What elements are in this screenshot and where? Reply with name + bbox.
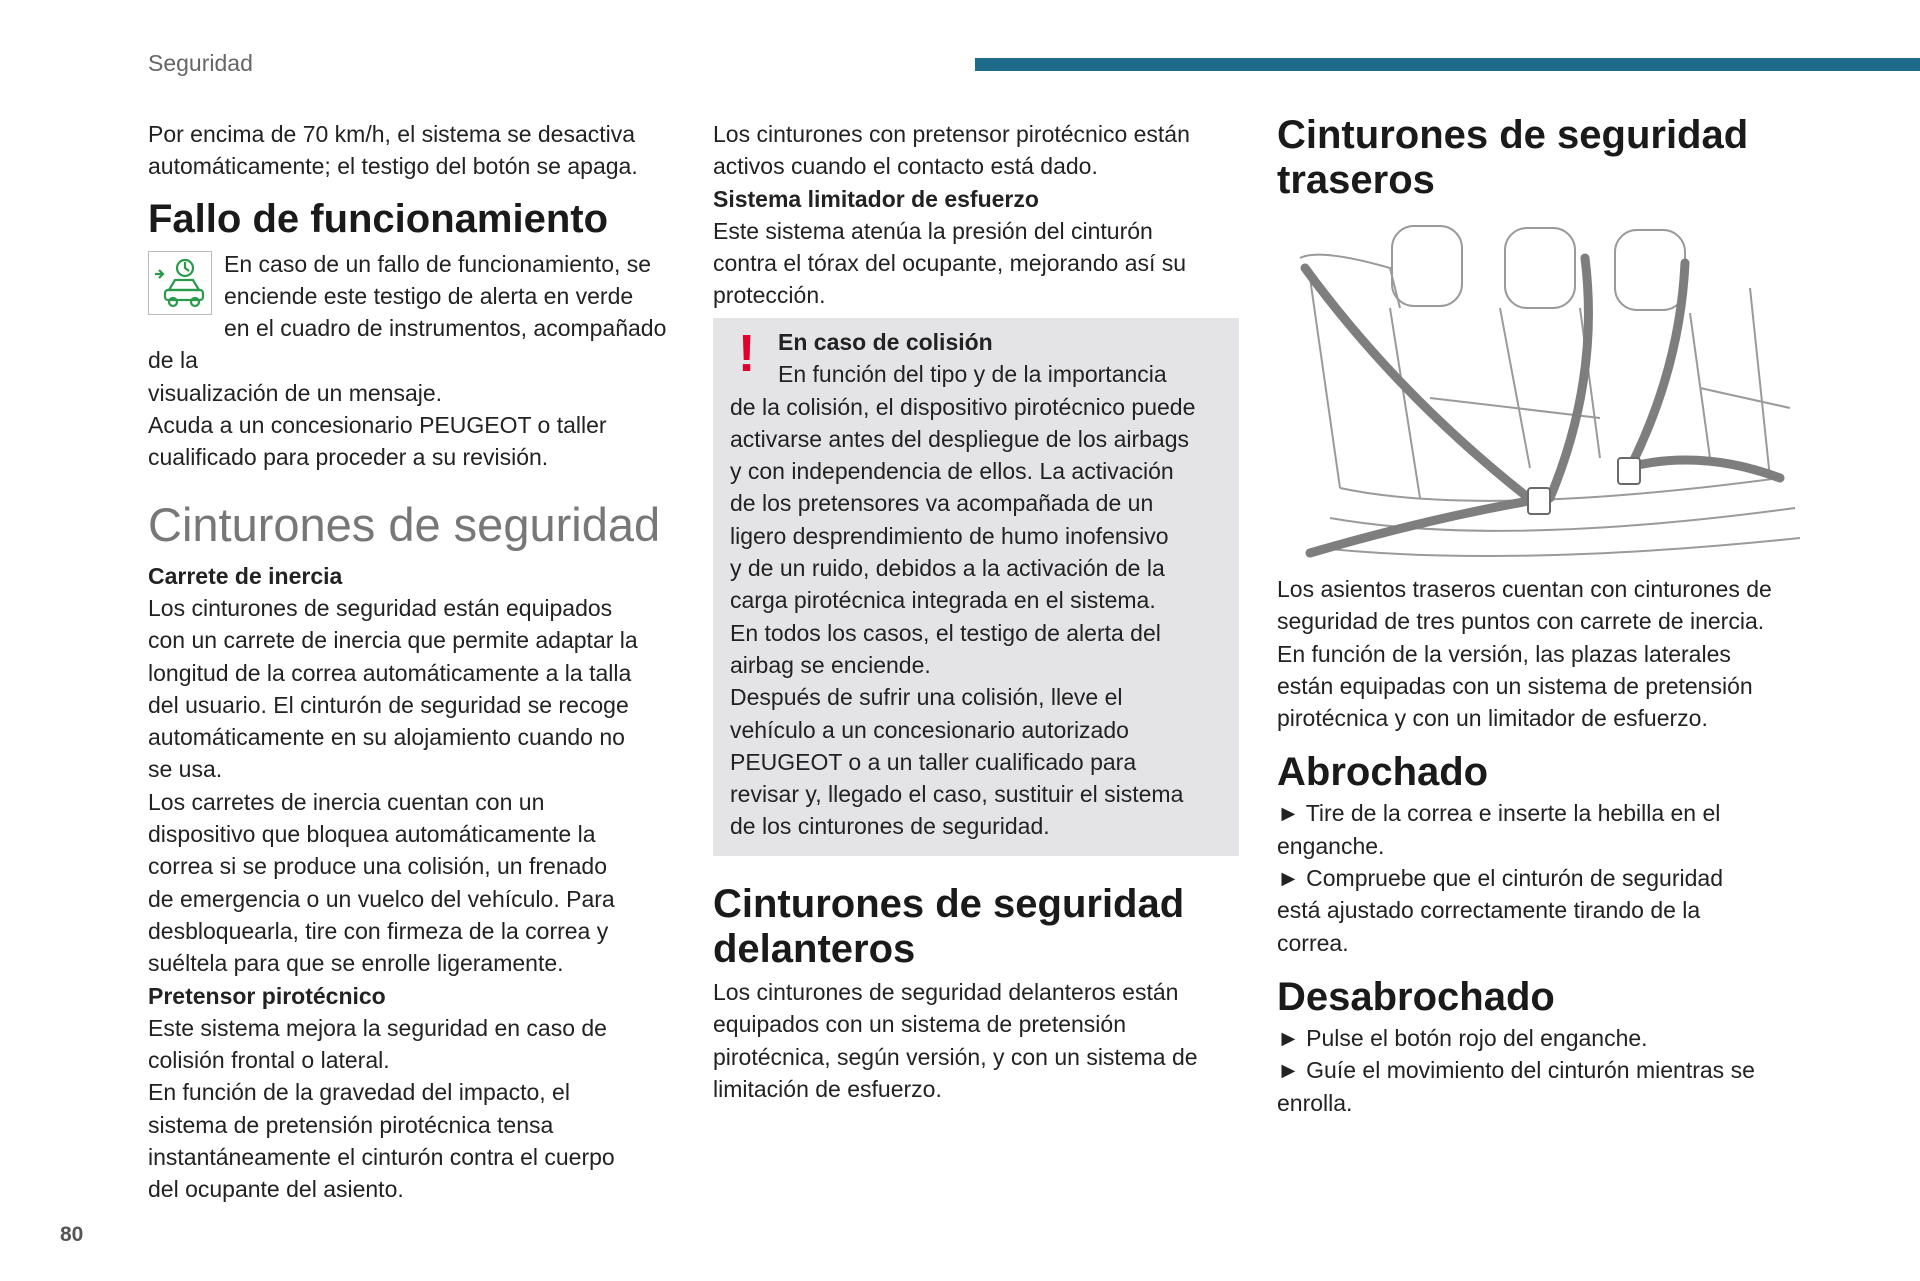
rear-line: están equipadas con un sistema de pretensión xyxy=(1277,672,1753,699)
inertia-line: automáticamente en su alojamiento cuando no xyxy=(148,724,625,751)
pretensioner-line: En función de la gravedad del impacto, el xyxy=(148,1079,570,1106)
callout-line: de la colisión, el dispositivo pirotécnico puede xyxy=(730,393,1196,420)
column-1 xyxy=(148,118,688,1206)
pretensioner-line: del ocupante del asiento. xyxy=(148,1176,404,1203)
inertia-line: correa si se produce una colisión, un frenado xyxy=(148,853,608,880)
callout-line: revisar y, llegado el caso, sustituir el sistema xyxy=(730,781,1184,808)
header-accent-bar xyxy=(975,58,1920,71)
pretensioner-line: colisión frontal o lateral. xyxy=(148,1047,390,1074)
intro-line: automáticamente; el testigo del botón se apaga. xyxy=(148,153,638,180)
callout-line: vehículo a un concesionario autorizado xyxy=(730,716,1129,743)
fasten-line: ► Compruebe que el cinturón de seguridad xyxy=(1277,865,1723,892)
warning-exclamation-icon: ! xyxy=(738,325,756,383)
callout-line: de los pretensores va acompañada de un xyxy=(730,490,1154,517)
callout-line: ligero desprendimiento de humo inofensivo xyxy=(730,522,1169,549)
front-heading-line: Cinturones de seguridad xyxy=(713,882,1185,926)
front-heading-line: delanteros xyxy=(713,927,916,971)
callout-line: En todos los casos, el testigo de alerta del xyxy=(730,619,1161,646)
intro-line: Por encima de 70 km/h, el sistema se desactiva xyxy=(148,121,636,147)
collision-warning-callout xyxy=(713,318,1239,856)
rear-line: Los asientos traseros cuentan con cinturones de xyxy=(1277,576,1772,602)
limiter-line: Este sistema atenúa la presión del cinturón xyxy=(713,217,1153,244)
callout-line: carga pirotécnica integrada en el sistema. xyxy=(730,587,1156,614)
rear-line: pirotécnica y con un limitador de esfuerzo. xyxy=(1277,705,1708,732)
fasten-heading: Abrochado xyxy=(1277,750,1489,795)
column-3 xyxy=(1277,573,1817,1119)
fault-line: cualificado para proceder a su revisión. xyxy=(148,444,549,471)
fault-line: Acuda a un concesionario PEUGEOT o taller xyxy=(148,412,607,439)
unfasten-heading: Desabrochado xyxy=(1277,974,1555,1019)
fasten-line: enganche. xyxy=(1277,832,1385,859)
unfasten-line: ► Guíe el movimiento del cinturón mientras se xyxy=(1277,1057,1755,1084)
section-label: Seguridad xyxy=(148,50,253,76)
unfasten-line: enrolla. xyxy=(1277,1089,1353,1116)
fasten-line: está ajustado correctamente tirando de la xyxy=(1277,897,1701,924)
pretensioner-line: sistema de pretensión pirotécnica tensa xyxy=(148,1111,554,1138)
rear-heading-block xyxy=(1277,113,1817,203)
inertia-line: suéltela para que se enrolle ligeramente. xyxy=(148,950,564,977)
intro-line: activos cuando el contacto está dado. xyxy=(713,153,1098,180)
inertia-line: dispositivo que bloquea automáticamente la xyxy=(148,821,596,848)
fault-line: visualización de un mensaje. xyxy=(148,379,443,406)
pretensioner-line: Este sistema mejora la seguridad en caso de xyxy=(148,1014,607,1041)
limiter-line: protección. xyxy=(713,282,826,309)
callout-title: En caso de colisión xyxy=(778,329,993,355)
fault-line: en el cuadro de instrumentos, acompañado de la xyxy=(148,315,667,374)
inertia-line: de emergencia o un vuelco del vehículo. Para xyxy=(148,885,615,912)
inertia-line: con un carrete de inercia que permite adaptar la xyxy=(148,627,638,654)
callout-line: y de un ruido, debidos a la activación de la xyxy=(730,555,1165,582)
fault-heading: Fallo de funcionamiento xyxy=(148,196,609,241)
rear-seat-belts-illustration xyxy=(1280,218,1805,568)
rear-line: seguridad de tres puntos con carrete de inercia. xyxy=(1277,608,1765,635)
fault-line: En caso de un fallo de funcionamiento, se xyxy=(224,250,652,277)
pretensioner-subheading: Pretensor pirotécnico xyxy=(148,982,386,1009)
rear-heading-line: Cinturones de seguridad xyxy=(1277,113,1749,157)
fasten-line: correa. xyxy=(1277,929,1349,956)
callout-line: airbag se enciende. xyxy=(730,651,931,678)
inertia-line: Los carretes de inercia cuentan con un xyxy=(148,788,545,815)
front-line: Los cinturones de seguridad delanteros están xyxy=(713,979,1179,1005)
limiter-subheading: Sistema limitador de esfuerzo xyxy=(713,185,1039,212)
inertia-line: longitud de la correa automáticamente a la talla xyxy=(148,659,632,686)
callout-line: En función del tipo y de la importancia xyxy=(778,361,1167,388)
front-line: pirotécnica, según versión, y con un sistema de xyxy=(713,1043,1198,1070)
callout-line: de los cinturones de seguridad. xyxy=(730,813,1050,840)
fault-line: enciende este testigo de alerta en verde xyxy=(224,282,634,309)
callout-line: activarse antes del despliegue de los airbags xyxy=(730,425,1190,452)
rear-heading-line: traseros xyxy=(1277,158,1435,202)
callout-line: PEUGEOT o a un taller cualificado para xyxy=(730,748,1137,775)
inertia-line: se usa. xyxy=(148,756,223,783)
intro-line: Los cinturones con pretensor pirotécnico están xyxy=(713,121,1190,147)
limiter-line: contra el tórax del ocupante, mejorando así su xyxy=(713,250,1187,277)
inertia-line: desbloquearla, tire con firmeza de la correa y xyxy=(148,917,609,944)
fasten-line: ► Tire de la correa e inserte la hebilla en el xyxy=(1277,800,1721,827)
front-line: equipados con un sistema de pretensión xyxy=(713,1011,1127,1038)
callout-line: Después de sufrir una colisión, lleve el xyxy=(730,684,1123,711)
page-number: 80 xyxy=(60,1223,84,1246)
seatbelt-car-warning-icon xyxy=(148,251,212,315)
inertia-line: del usuario. El cinturón de seguridad se recoge xyxy=(148,691,629,718)
seatbelts-heading: Cinturones de seguridad xyxy=(148,497,661,551)
front-line: limitación de esfuerzo. xyxy=(713,1075,942,1102)
inertia-line: Los cinturones de seguridad están equipados xyxy=(148,594,613,621)
front-belts-section xyxy=(713,882,1239,1105)
column-2 xyxy=(713,118,1239,312)
pretensioner-line: instantáneamente el cinturón contra el cuerpo xyxy=(148,1144,615,1171)
inertia-subheading: Carrete de inercia xyxy=(148,562,343,589)
rear-line: En función de la versión, las plazas laterales xyxy=(1277,640,1731,667)
callout-line: y con independencia de ellos. La activación xyxy=(730,458,1174,485)
unfasten-line: ► Pulse el botón rojo del enganche. xyxy=(1277,1024,1648,1051)
